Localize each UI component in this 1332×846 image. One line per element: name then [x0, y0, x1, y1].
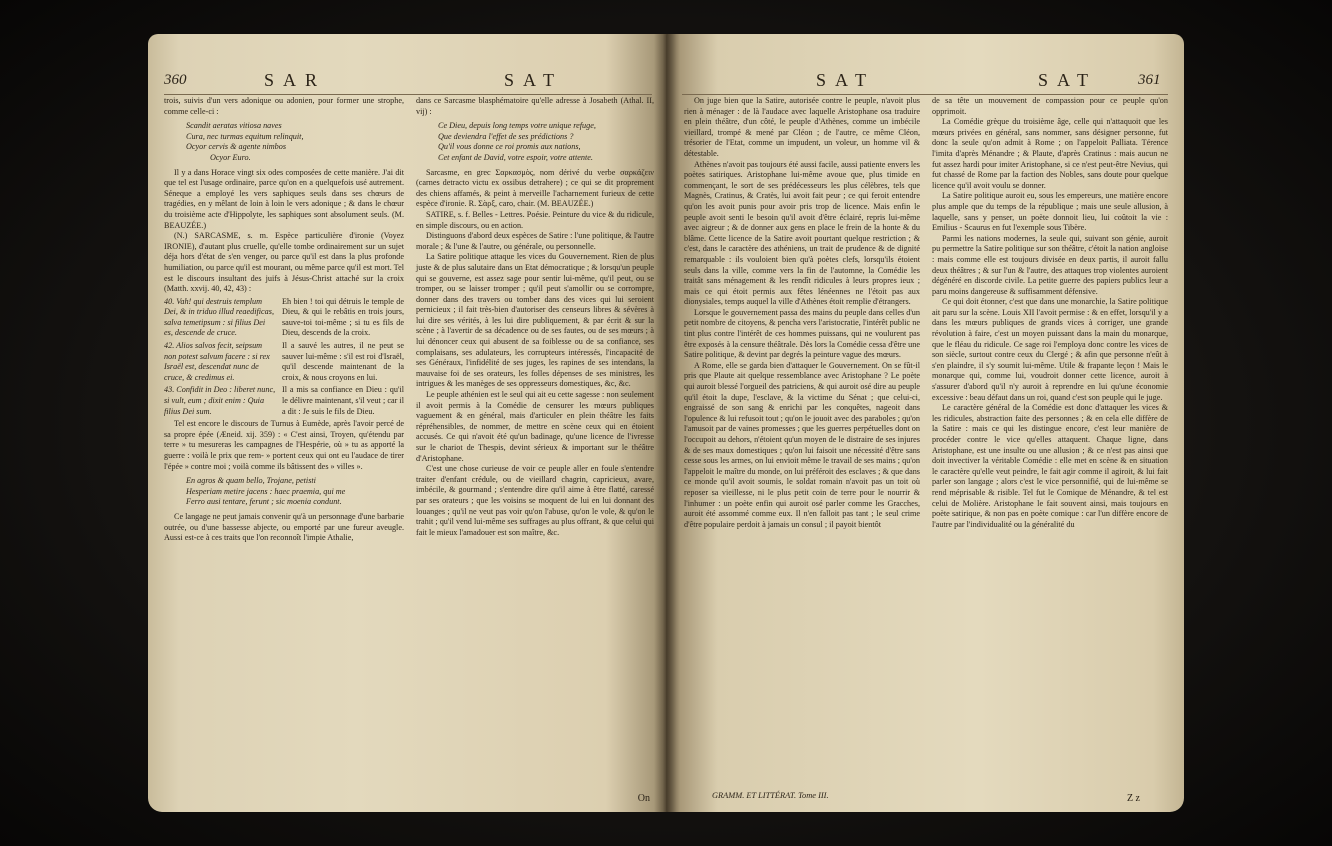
paragraph: Athènes n'avoit pas toujours été aussi facile, aussi patiente envers les poètes satiriques. Aristophane lui-même avoue que, plus timide en commençant, le sort de ses prédécesseurs les plus célèbres, tels que Magnès, Cratinus, & Cratès, lui avoit fait peur ; ce qui feroit entendre qu'on les avoit punis pour avoir pris trop de licence. Mais enfin le peuple avoit senti le besoin qu'il avoit d'être éclairé, repris lui-même avec aigreur ; & de donner aux gens en place le frein de la honte & du blâme. Cette licence de la Satire avoit pourtant quelque restriction ; & c'est, dans le caractère des athéniens, un trait de prudence & de dignité remarquable : ils vouloient bien qu'à poètes clefs, lorsqu'ils étoient seuls dans la ville, comme vers la fin de l'automne, la Comédie les traitât sans ménagement & les rendît ridicules à leurs propres ieux ; mais ce qui étoit permis aux fêtes lénéennes ne l'étoit pas aux dionysiales, temps auquel la ville d'Athènes étoit remplie d'étrangers. [684, 159, 920, 307]
paragraph: Parmi les nations modernes, la seule qui, suivant son génie, auroit pu permettre la Satire politique sur son théâtre, c'étoit la nation angloise : mais comme elle est toujours divisée en deux partis, il auroit fallu deux théâtres ; & sur l'un & l'autre, des attaques trop violentes auroient dégénéré en discorde civile. La petite guerre des papiers publics leur a paru moins dangereuse & suffisamment défensive. [932, 233, 1168, 296]
verse-line: Que deviendra l'effet de ses prédictions ? [438, 131, 574, 141]
paragraph: La Satire politique auroit eu, sous les empereurs, une matière encore plus ample que du temps de la république ; mais une seule allusion, à laquelle, sans y penser, un poète donnoit lieu, lui coûtoit la vie : Emilius - Scaurus en fut l'exemple sous Tibère. [932, 191, 1168, 233]
paragraph: Distinguons d'abord deux espèces de Satire : l'une politique, & l'autre morale ; & l'une & l'autre, ou générale, ou personnelle. [416, 231, 654, 251]
running-head-right: SAT [504, 70, 564, 90]
running-head-right: SAT [1038, 70, 1098, 90]
latin-text: 40. Vah! qui destruis templum Dei, & in triduo illud reaedificas, salva temetipsum : si filius Dei es, descende de cruce. [164, 296, 274, 338]
parallel-text [164, 341, 404, 383]
verse-line: Scandit aeratas vitiosa naves [186, 121, 282, 131]
left-column-1 [164, 96, 404, 544]
parallel-text [164, 385, 404, 417]
french-text: Il a sauvé les autres, il ne peut se sauver lui-même : s'il est roi d'Israël, qu'il descende maintenant de la croix, & nous croyons en lui. [282, 341, 404, 382]
paragraph: Le caractère général de la Comédie est donc d'attaquer les vices & les ridicules, abstraction faite des personnes ; & en cela elle diffère de la Satire : mais ce qui les distingue encore, c'est leur manière de procéder contre le vice qu'elles attaquent. Chaque ligne, dans Aristophane, est une insulte ou une allusion ; & ce n'est pas ainsi que doit invectiver la véritable Comédie : elle met en scène & en situation le caractère qu'elle veut peindre, le fait agir comme il agiroit, & lui fait parler son langage ; alors c'est le vice personnifié, qui de lui-même se rend méprisable & risible. Tel fut le Comique de Ménandre, & tel est celui de Molière. Aristophane le fait souvent ainsi, mais toujours en poète satirique, & non pas en poète comique : car l'un diffère encore de l'autre par l'individualité ou la généralité du [932, 403, 1168, 529]
paragraph: La Satire politique attaque les vices du Gouvernement. Rien de plus juste & de plus salutaire dans un Etat démocratique ; & lorsqu'un peuple qui se gouverne, est assez sage pour sentir lui-même, qu'il peut, ou se tromper, ou se laisser tromper ; qu'il peut s'amollir ou se corrompre, donner dans des travers ou tomber dans des vices qui lui seroient pernicieux ; il fait très-bien d'autoriser des censeurs libres & sévères à lui dire ses vérités, à les lui dire publiquement, & par écrit & sur la scène ; à l'avertir de sa décadence ou de ses fautes, ou de ses mœurs ; à lui dénoncer ceux qui abusent de sa foiblesse ou de sa confiance, ses complaisans, ses adulateurs, les corrupteurs intéressés, l'incapacité de ses Généraux, l'infidélité de ses juges, les rapines de ses intendans, la mauvaise foi de ses orateurs, les folles dépenses de ses ministres, les intrigues & les manèges de ses oppresseurs domestiques, &c, &c. [416, 252, 654, 389]
verse-line: Ce Dieu, depuis long temps votre unique refuge, [438, 121, 596, 131]
left-column-2 [416, 96, 654, 538]
running-head-left: SAT [816, 70, 876, 90]
paragraph: C'est une chose curieuse de voir ce peuple aller en foule s'entendre traiter d'enfant crédule, ou de vieillard chagrin, capricieux, avare, imbécile, & gourmand ; s'entendre dire qu'il aime à être flatté, caressé par ses orateurs ; que les voisins se moquent de lui en lui donnant des louanges ; qu'il ne veut pas voir qu'on l'abuse, qu'on le vole, & qu'on le trahit ; qu'il vend lui-même ses suffrages au plus offrant, & que celui qui fait le mieux l'amadouer est son maître, &c. [416, 464, 654, 537]
paragraph: trois, suivis d'un vers adonique ou adonien, pour former une strophe, comme celle-ci : [164, 96, 404, 116]
paragraph: Ce langage ne peut jamais convenir qu'à un personnage d'une barbarie outrée, ou d'une bassesse abjecte, ou emporté par une fureur aveugle. Aussi est-ce à ces traits que l'on reconnoît l'impie Athalie, [164, 511, 404, 543]
french-text: Il a mis sa confiance en Dieu : qu'il le délivre maintenant, s'il veut ; car il a dit : Je suis le fils de Dieu. [282, 385, 404, 416]
paragraph: Il y a dans Horace vingt six odes composées de cette manière. J'ai dit que tel est l'usage ordinaire, parce qu'on en a quelquefois usé autrement. Séneque a employé les vers saphiques seuls dans ses chœurs de tragédies, en y mêlant de loin à loin le vers adonique ; & dans le chœur du troisième acte d'Hippolyte, les saphiques sont absolument seuls. (M. BEAUZÉE.) [164, 167, 404, 230]
running-head-left: SAR [264, 70, 327, 90]
latin-text: 42. Alios salvos fecit, seipsum non potest salvum facere : si rex Israël est, descendat nunc de cruce, & credimus ei. [164, 341, 270, 382]
book-gutter [654, 34, 680, 812]
head-rule [682, 94, 1168, 95]
paragraph: Sarcasme, en grec Σαρκασμὸς, nom dérivé du verbe σαρκάζειν (carnes detracto victu ex ossibus detrahere) ; ce qui se dit proprement des chiens affamés, & peint à merveille l'acharnement furieux de cette espèce d'ironie. R. Σὰρξ, caro, chair. (M. BEAUZÉE.) [416, 167, 654, 209]
right-column-1 [684, 96, 920, 530]
verse-quote [186, 476, 404, 508]
parallel-text [164, 297, 404, 339]
paragraph: On juge bien que la Satire, autorisée contre le peuple, n'avoit plus rien à ménager : de là l'audace avec laquelle Aristophane osa traduire en plein théâtre, d'un côté, le peuple d'Athènes, comme un imbécile vieillard, trompé & mené par Cléon ; de l'autre, ce même Cléon, trésorier de l'Etat, comme un impudent, un voleur, un homme vil & détestable. [684, 96, 920, 158]
verse-line: Qu'il vous donne ce roi promis aux nations, [438, 142, 581, 152]
paragraph: A Rome, elle se garda bien d'attaquer le Gouvernement. On se fût-il pris que Plaute ait quelque ressemblance avec Aristophane ? Le poète qui auroit blessé l'orgueil des patriciens, & qui auroit osé dire au peuple qu'il étoit la dupe, l'esclave, & la victime du Sénat ; que celui-ci, engraissé de son sang & enrichi par les conquêtes, nageoit dans l'opulence & lui refusoit tout ; qu'on le jouoit avec des paraboles ; qu'on l'amusoit par de vaines promesses ; que les guerres perpétuelles dont on l'occupoit au dehors, n'étoient qu'un moyen de le distraire de ses injures & de ses maux domestiques ; qu'on lui faisoit une nécessité d'être sans cesse sous les armes, on lui envioit même le travail de ses mains ; qu'on l'appeloit le maître du monde, on lui préféroit des esclaves ; & que dans ce monde qu'il avoit soumis, le soldat romain n'avoit pas un toit où reposer sa vieillesse, ni le plus petit coin de terre pour le nourrir & l'inhumer : un poète enfin qui auroit osé parler comme les Gracches, auroit été assommé comme eux. Il n'en falloit pas tant ; le seul crime d'être populaire perdoit à jamais un consul ; il payoit bientôt [684, 360, 920, 529]
signature-mark: GRAMM. ET LITTÉRAT. Tome III. [712, 791, 829, 800]
verse-quote [438, 121, 654, 163]
latin-text: 43. Confidit in Deo : liberet nunc, si vult, eum ; dixit enim : Quia filius Dei sum. [164, 385, 276, 416]
paragraph: Tel est encore le discours de Turnus à Eumède, après l'avoir percé de sa propre épée (Æneid. xij. 359) : « C'est ainsi, Troyen, qu'étendu par terre » tu mesureras les campagnes de l'Hespérie, où » tu as apporté la guerre : voilà le prix que rem- » portent ceux qui ont eu l'audace de tirer l'épée » contre moi ; voilà comme ils bâtissent des » villes ». [164, 419, 404, 471]
paragraph: de sa tête un mouvement de compassion pour ce peuple qu'on opprimoit. [932, 96, 1168, 116]
head-rule [164, 94, 652, 95]
catchword: Z z [1126, 793, 1140, 804]
verse-line: Cet enfant de David, votre espoir, votre attente. [438, 152, 593, 162]
paragraph: La Comédie grèque du troisième âge, celle qui n'attaquoit que les mœurs privées en général, sans nommer, sans désigner personne, fut donc la seule qu'on admit à Rome ; on l'appeloit Palliata. Térence l'imita d'après Ménandre ; & Plaute, d'après Cratinus : mais aucun ne fut assez hardi pour imiter Aristophane, si ce n'est peut-être Nevius, qui fut chassé de Rome par la faction des Nobles, sans doute pour quelque licence qu'il avoit voulu se donner. [932, 117, 1168, 190]
verse-line: Hesperiam metire jacens : haec praemia, qui me [186, 486, 346, 496]
paragraph: Ce qui doit étonner, c'est que dans une monarchie, la Satire politique ait paru sur la scène. Louis XII l'avoit permise : & en effet, lorsqu'il y a dans les mœurs publiques de grands vices à corriger, une grande révolution à faire, c'est un moyen puissant dans la main du monarque, que le fléau du ridicule. Ce sage roi l'employa donc contre les vices de son siècle, surtout contre ceux du Clergé ; & afin que personne n'eût à s'en plaindre, il s'y soumit lui-même. Utile & frapante leçon ! Mais le monarque qui, comme lui, voudroit donner cette licence, auroit à s'assurer d'abord qu'il n'y auroit à reprendre en lui qu'une économie excessive : beau défaut dans un roi, quand c'est son peuple qui le juge. [932, 297, 1168, 402]
catchword: On [637, 793, 650, 804]
verse-line: Cura, nec turmas equitum relinquit, [186, 131, 304, 141]
verse-quote [186, 121, 404, 163]
verse-line: Ocyor cervis & agente nimbos [186, 142, 287, 152]
french-text: Eh bien ! toi qui détruis le temple de Dieu, & qui le rebâtis en trois jours, sauve-toi toi-même ; si tu es fils de Dieu, descends de la croix. [282, 296, 404, 338]
page-number: 360 [164, 72, 187, 88]
paragraph: Le peuple athénien est le seul qui ait eu cette sagesse : non seulement il avoit permis à la Comédie de censurer les mœurs publiques vaguement & en général, mais d'articuler en plein théâtre les faits répréhensibles, de nommer, de mettre en scène ceux qui en étoient accusés. Ce qui n'avoit été qu'un badinage, qu'une licence de l'ivresse sur le chariot de Thespis, devint sérieux & important sur le théâtre d'Aristophane. [416, 390, 654, 463]
paragraph: dans ce Sarcasme blasphématoire qu'elle adresse à Josabeth (Athal. II, vij) : [416, 96, 654, 116]
verse-line: Ocyor Euro. [210, 152, 251, 162]
left-page [148, 34, 668, 812]
page-number: 361 [1138, 72, 1161, 88]
right-page [666, 34, 1184, 812]
entry-satire: SATIRE, s. f. Belles - Lettres. Poésie. Peinture du vice & du ridicule, en simple discours, ou en action. [416, 209, 654, 230]
verse-line: Ferro ausi tentare, ferunt ; sic moenia condunt. [186, 497, 342, 507]
entry-sarcasme: (N.) SARCASME, s. m. Espèce particulière d'ironie (Voyez IRONIE), d'autant plus cruelle, qu'elle tombe ordinairement sur un sujet déja hors d'état de s'en venger, ou parce qu'il est dans la plus profonde humiliation, ou parce qu'il est mourant, ou même parce qu'il est mort. Tel est le discours insultant des juifs à Jésus-Christ attaché sur la croix (Matth. xxvij. 40, 42, 43) : [164, 231, 404, 294]
right-column-2 [932, 96, 1168, 530]
verse-line: En agros & quam bello, Trojane, petisti [186, 476, 316, 486]
paragraph: Lorsque le gouvernement passa des mains du peuple dans celles d'un petit nombre de citoyens, & pencha vers l'aristocratie, l'intérêt public ne tint plus contre l'intérêt de ces hommes puissans, qui ne voulurent pas être exposés à la censure théâtrale. Dès lors la Comédie cessa d'être une Satire politique, & devint par degrés la peinture vague des mœurs. [684, 307, 920, 360]
